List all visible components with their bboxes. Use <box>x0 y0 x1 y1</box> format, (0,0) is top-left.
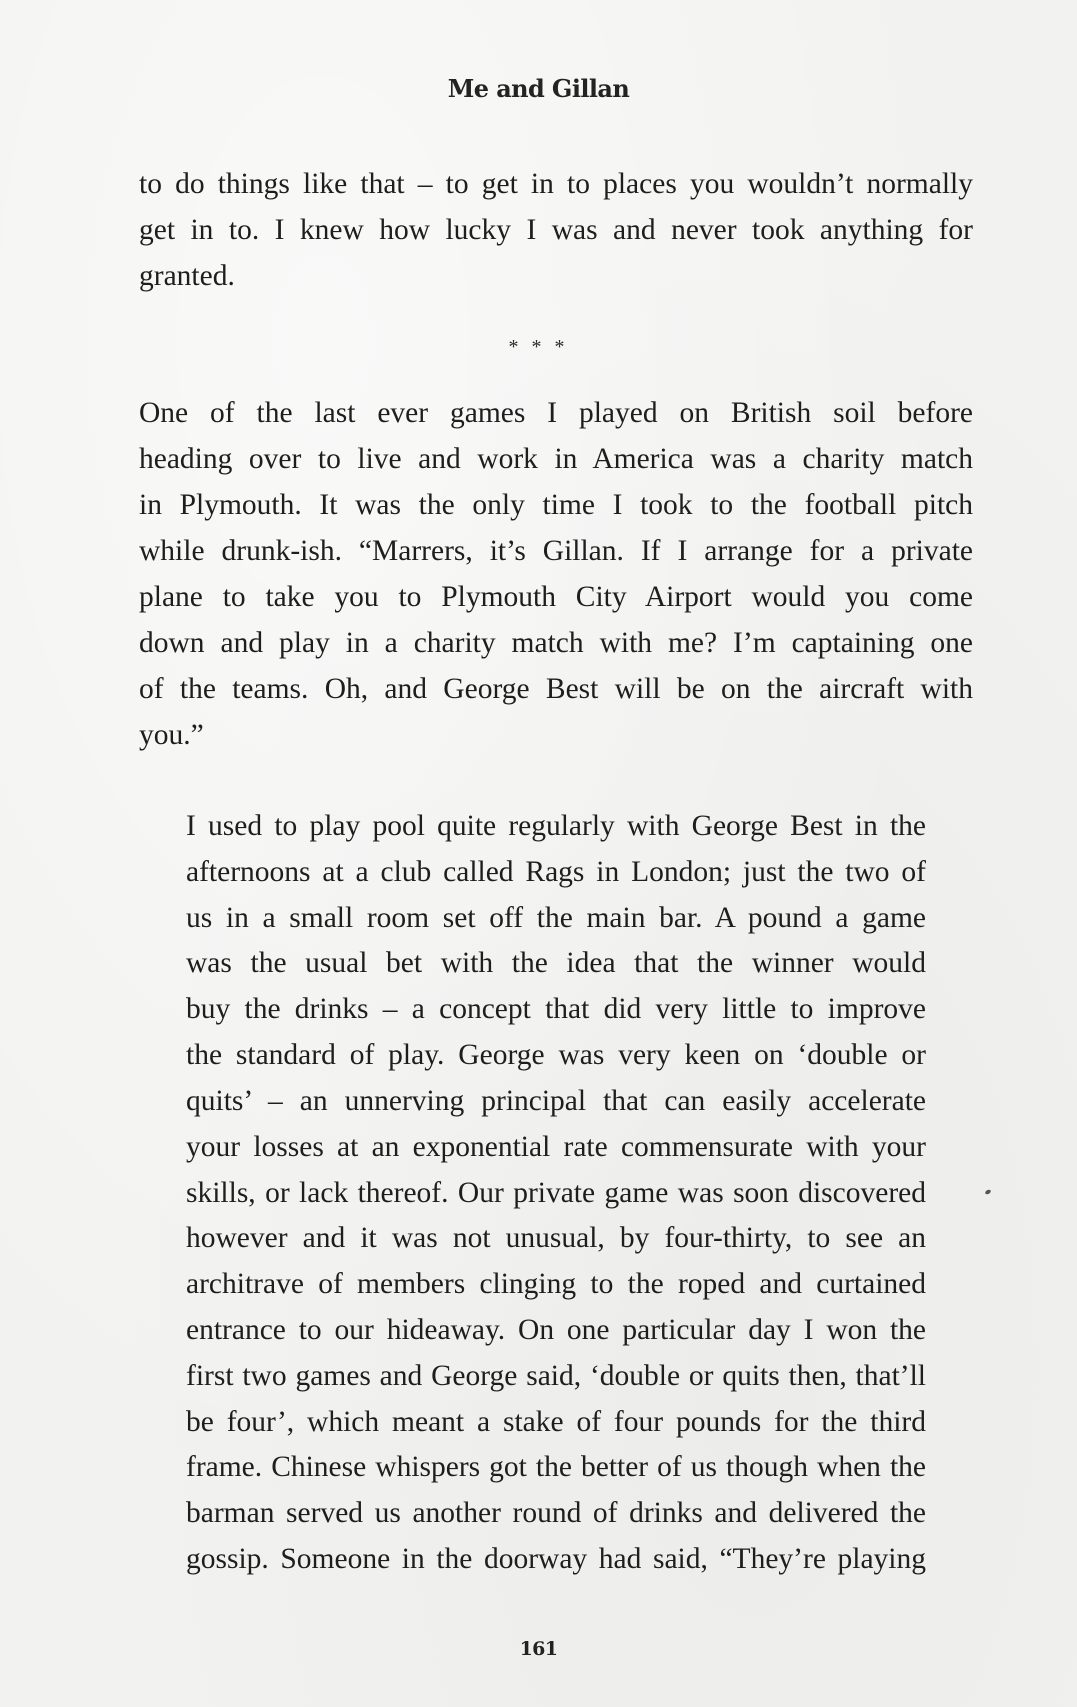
quote-line: buy the drinks – a concept that did very little to improve <box>186 993 926 1025</box>
quote-line: skills, or lack thereof. Our private game was soon discovered <box>186 1177 926 1209</box>
quote-line: quits’ – an unnerving principal that can easily accelerate <box>186 1085 926 1117</box>
quote-line: afternoons at a club called Rags in London; just the two of <box>186 856 926 888</box>
text-line: in Plymouth. It was the only time I took to the football pitch <box>139 489 973 521</box>
quote-line: entrance to our hideaway. On one particular day I won the <box>186 1314 926 1346</box>
quote-line: however and it was not unusual, by four-thirty, to see an <box>186 1222 926 1254</box>
quote-line: I used to play pool quite regularly with George Best in the <box>186 810 926 842</box>
section-break: * * * <box>508 336 569 358</box>
quote-line: the standard of play. George was very keen on ‘double or <box>186 1039 926 1071</box>
quote-line: frame. Chinese whispers got the better of us though when the <box>186 1451 926 1483</box>
text-line: down and play in a charity match with me? I’m captaining one <box>139 627 973 659</box>
quote-line: architrave of members clinging to the roped and curtained <box>186 1268 926 1300</box>
text-line: granted. <box>139 260 235 292</box>
text-line: One of the last ever games I played on British soil before <box>139 397 973 429</box>
text-line: heading over to live and work in America was a charity match <box>139 443 973 475</box>
scan-speck <box>984 1189 991 1195</box>
quote-line: your losses at an exponential rate commensurate with your <box>186 1131 926 1163</box>
running-head: Me and Gillan <box>447 74 630 103</box>
quote-line: barman served us another round of drinks and delivered the <box>186 1497 926 1529</box>
text-line: get in to. I knew how lucky I was and never took anything for <box>139 214 973 246</box>
quote-line: be four’, which meant a stake of four pounds for the third <box>186 1406 926 1438</box>
text-line: plane to take you to Plymouth City Airport would you come <box>139 581 973 613</box>
text-line: of the teams. Oh, and George Best will be on the aircraft with <box>139 673 973 705</box>
quote-line: us in a small room set off the main bar. A pound a game <box>186 902 926 934</box>
text-line: you.” <box>139 719 204 751</box>
quote-line: first two games and George said, ‘double or quits then, that’ll <box>186 1360 926 1392</box>
text-line: to do things like that – to get in to places you wouldn’t normally <box>139 168 973 200</box>
text-line: while drunk-ish. “Marrers, it’s Gillan. If I arrange for a private <box>139 535 973 567</box>
quote-line: was the usual bet with the idea that the winner would <box>186 947 926 979</box>
page-number: 161 <box>519 1638 558 1660</box>
quote-line: gossip. Someone in the doorway had said, “They’re playing <box>186 1543 926 1575</box>
